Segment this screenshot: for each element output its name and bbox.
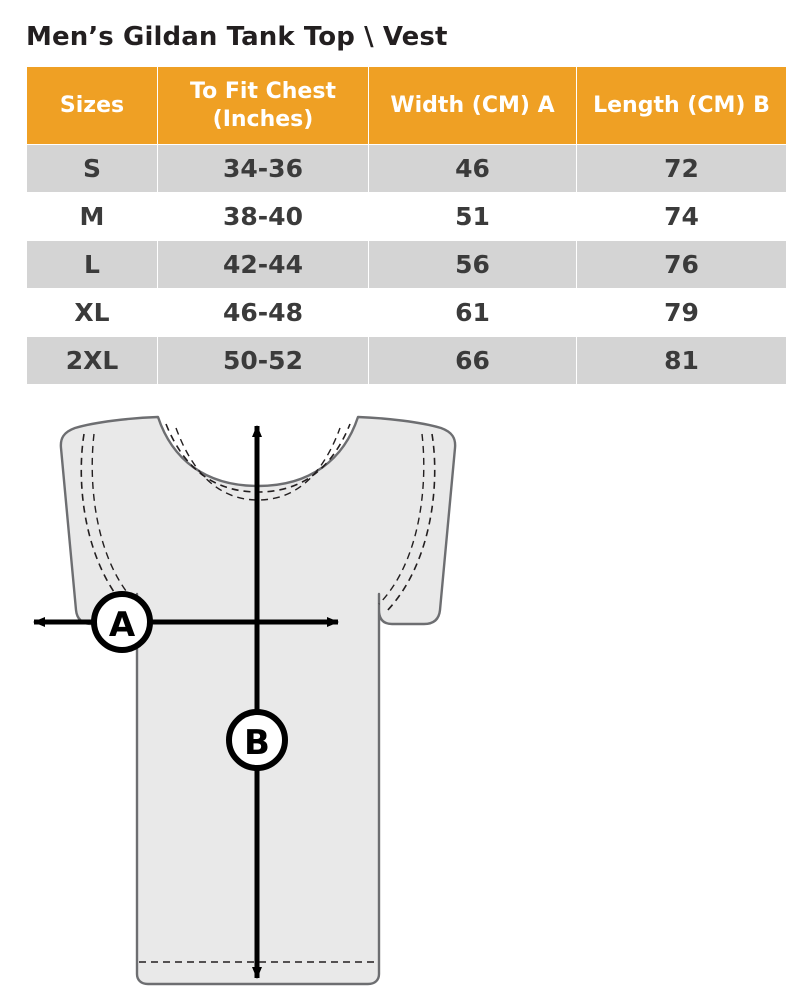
- cell-chest: 46-48: [158, 289, 369, 337]
- cell-length: 72: [577, 145, 787, 193]
- garment-diagram: [0, 414, 812, 1000]
- size-chart-table: [26, 66, 787, 385]
- cell-size: L: [27, 241, 158, 289]
- cell-size: XL: [27, 289, 158, 337]
- cell-chest: 42-44: [158, 241, 369, 289]
- column-header-sizes: Sizes: [27, 67, 158, 145]
- cell-length: 81: [577, 337, 787, 385]
- cell-length: 74: [577, 193, 787, 241]
- length-label-badge: [229, 712, 285, 768]
- table-row: [27, 241, 787, 289]
- length-label-b: B: [244, 723, 270, 763]
- cell-chest: 34-36: [158, 145, 369, 193]
- cell-width: 46: [369, 145, 577, 193]
- column-header-chest: To Fit Chest (Inches): [158, 67, 369, 145]
- table-header-row: [27, 67, 787, 145]
- cell-length: 79: [577, 289, 787, 337]
- table-row: [27, 193, 787, 241]
- cell-width: 51: [369, 193, 577, 241]
- cell-chest: 50-52: [158, 337, 369, 385]
- page-title: Men’s Gildan Tank Top \ Vest: [26, 22, 448, 52]
- column-header-length: Length (CM) B: [577, 67, 787, 145]
- width-label-badge: [94, 594, 150, 650]
- column-header-width: Width (CM) A: [369, 67, 577, 145]
- cell-width: 56: [369, 241, 577, 289]
- cell-size: S: [27, 145, 158, 193]
- table-row: [27, 145, 787, 193]
- table-row: [27, 289, 787, 337]
- table-row: [27, 337, 787, 385]
- cell-size: M: [27, 193, 158, 241]
- cell-length: 76: [577, 241, 787, 289]
- cell-width: 66: [369, 337, 577, 385]
- cell-width: 61: [369, 289, 577, 337]
- cell-chest: 38-40: [158, 193, 369, 241]
- cell-size: 2XL: [27, 337, 158, 385]
- width-label-a: A: [108, 605, 136, 645]
